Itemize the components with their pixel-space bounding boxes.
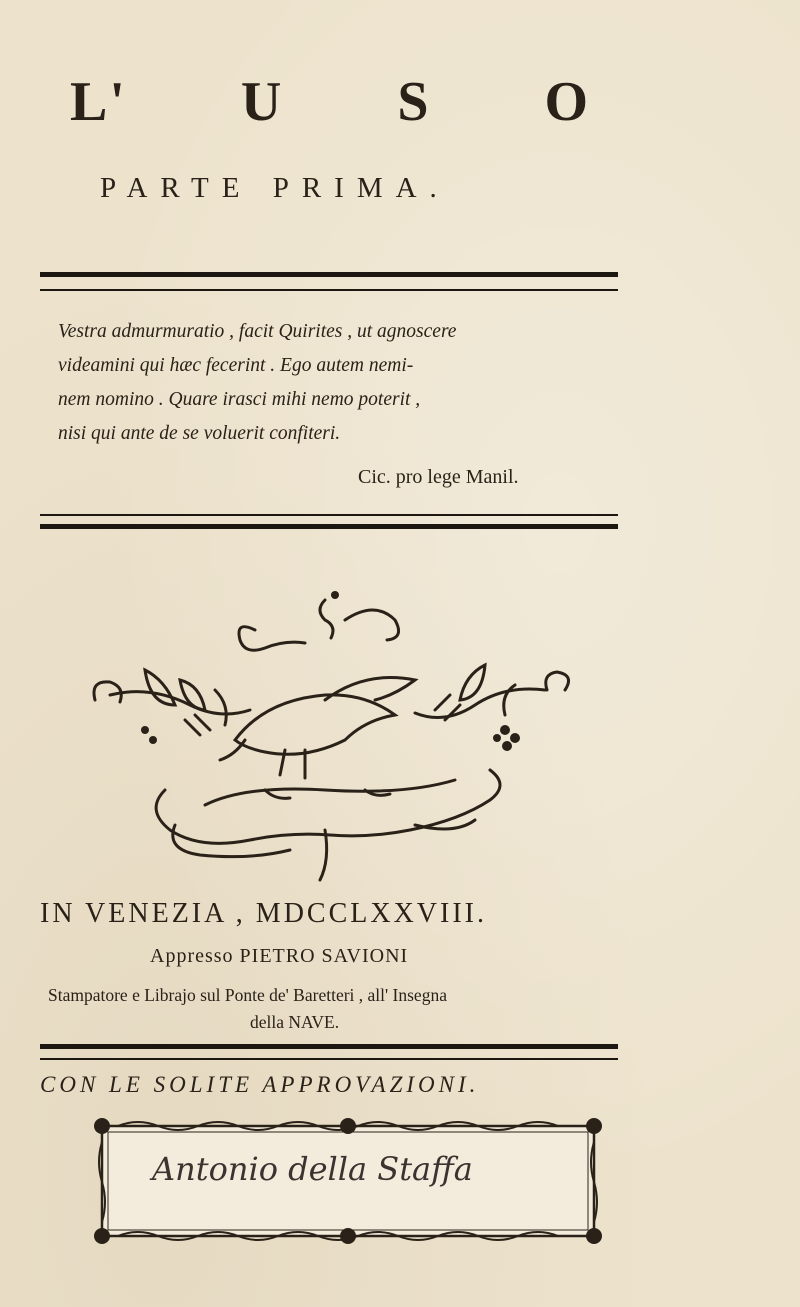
epigraph-line: videamini qui hæc fecerint . Ego autem nemi-	[58, 355, 414, 376]
epigraph-line: Vestra admurmuratio , facit Quirites , ut agnoscere	[58, 321, 457, 342]
divider-rule	[40, 1044, 618, 1049]
approval-line: CON LE SOLITE APPROVAZIONI.	[40, 1072, 480, 1097]
title-letter: U	[240, 71, 284, 133]
divider-rule	[40, 289, 618, 291]
divider-rule	[40, 1058, 618, 1060]
title-letter: S	[397, 71, 431, 133]
imprint-address: della NAVE.	[250, 1012, 340, 1032]
epigraph	[58, 315, 638, 451]
epigraph-line: nem nomino . Quare irasci mihi nemo poterit ,	[58, 389, 421, 410]
epigraph-citation: Cic. pro lege Manil.	[358, 466, 519, 488]
divider-rule	[40, 272, 618, 277]
title-letter: L'	[70, 71, 127, 133]
imprint-printer: Appresso PIETRO SAVIONI	[150, 945, 409, 967]
title-letter: O	[544, 71, 590, 133]
divider-rule	[40, 524, 618, 529]
imprint-place-year: IN VENEZIA , MDCCLXXVIII.	[40, 898, 487, 929]
imprint-address: Stampatore e Librajo sul Ponte de' Baretteri , all' Insegna	[48, 985, 447, 1005]
book-title	[70, 70, 590, 134]
epigraph-line: nisi qui ante de se voluerit confiteri.	[58, 423, 341, 444]
divider-rule	[40, 514, 618, 516]
woodcut-bird-vignette-icon	[85, 590, 575, 890]
owner-name: Antonio della Staffa	[152, 1150, 473, 1188]
part-subtitle: PARTE PRIMA.	[100, 172, 450, 204]
